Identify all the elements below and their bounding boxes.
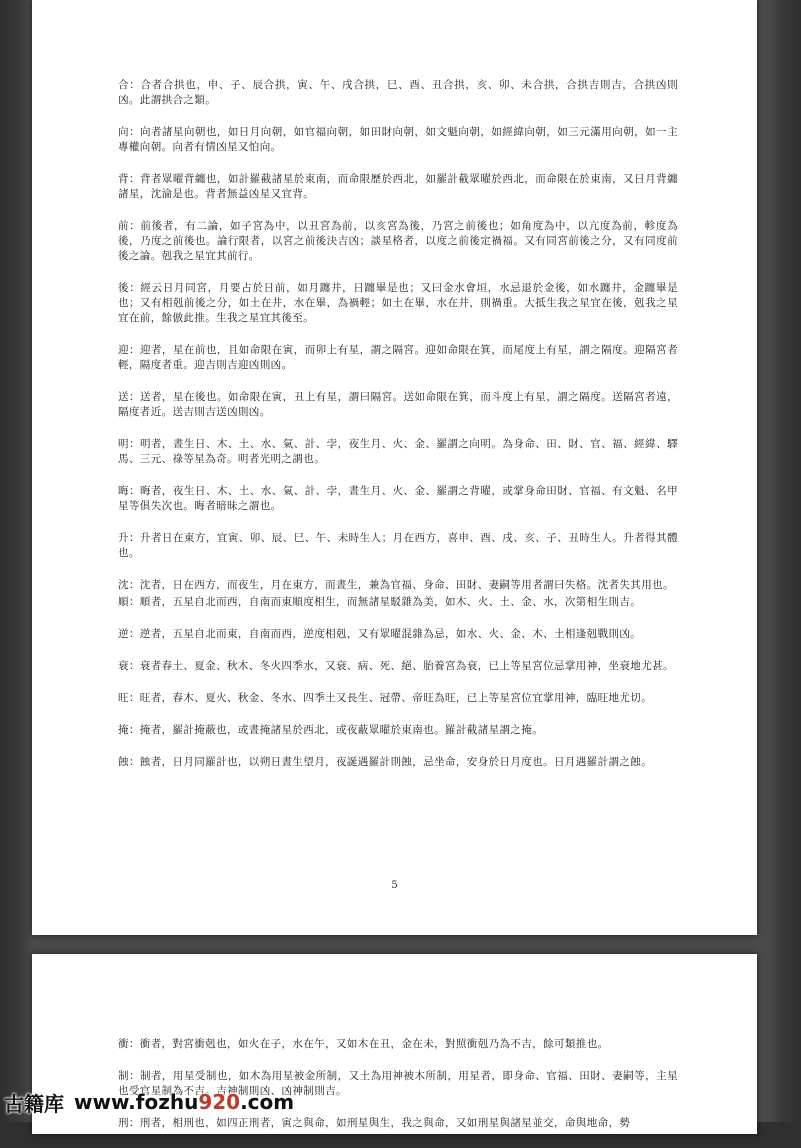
paragraph-xing: 刑：刑者，相刑也，如四正刑者，寅之與命，如刑星與生，我之與命，又如刑星與諸星並交，命與地命，勢: [118, 1117, 631, 1129]
paragraph-ying: 迎：迎者，星在前也，且如命限在寅，而卯上有星，謂之隔宮。迎如命限在箕，而尾度上有星，謂之隔度。迎隔宮者輕，隔度者重。迎吉則吉迎凶則凶。: [118, 344, 678, 371]
paragraph-hui: 晦：晦者，夜生日、木、土、水、氣、計、孛，晝生月、火、金、羅謂之背曜，或掌身命田財、官福、有文魁、名甲星等俱失次也。晦者暗昧之謂也。: [118, 485, 678, 512]
paragraph-song: 送：送者，星在後也。如命限在寅，丑上有星，謂曰隔宮。送如命限在箕，而斗度上有星，謂之隔度。送隔宮者遠，隔度者近。送吉則吉送凶則凶。: [118, 391, 678, 418]
paragraph-he: 合：合者合拱也，申、子、辰合拱，寅、午、戌合拱，巳、酉、丑合拱，亥、卯、未合拱，合拱吉則吉，合拱凶則凶。此謂拱合之類。: [118, 79, 678, 106]
paragraph-ni: 逆：逆者，五星自北而東，自南而西，逆度相剋，又有眾曜混雜為忌，如水、火、金、木、土相逢剋戰則凶。: [118, 628, 642, 640]
paragraph-qian: 前：前後者，有二論，如子宮為中，以丑宮為前，以亥宮為後，乃宮之前後也；如角度為中，以亢度為前，軫度為後，乃度之前後也。論行限者，以宮之前後決吉凶；談星格者，以度之前後定禍福。又有同宮前後之分，又有同度前後之論。剋我之星宜其前行。: [118, 220, 678, 262]
page-text-block: [118, 78, 678, 787]
page-number: 5: [391, 880, 398, 891]
paragraph-bei: 背：背者眾曜背纏也，如計羅截諸星於東南，而命限歷於西北，如羅計截眾曜於西北，而命限在於東南，又日月背纏諸星，沈淪是也。背者無益凶星又宜背。: [118, 173, 678, 200]
paragraph-chong: 衝：衝者，對宮衝剋也，如火在子，水在午，又如木在丑，金在未，對照衝剋乃為不吉，餘可類推也。: [118, 1038, 609, 1050]
paragraph-shuai: 衰：衰者春土、夏金、秋木、冬火四季水，又衰、病、死、絕、胎養宮為衰，已上等星宮位忌掌用神，坐衰地尤甚。: [118, 660, 674, 672]
site-watermark: [4, 1088, 294, 1116]
watermark-site-suffix: .com: [240, 1090, 295, 1114]
watermark-name: 古籍库: [4, 1091, 64, 1116]
paragraph-chen: 沈：沈者，日在西方，而夜生，月在東方，而晝生，兼為官福、身命、田財、妻嗣等用者謂曰失格。沈者失其用也。: [118, 579, 674, 591]
paragraph-yan: 掩：掩者，羅計掩蔽也，或晝掩諸星於西北，或夜蔽眾曜於東南也。羅計截諸星謂之掩。: [118, 724, 544, 736]
paragraph-ming: 明：明者，晝生日、木、土、水、氣、計、孛，夜生月、火、金、羅謂之向明。為身命、田、財、官、福、經緯、驛馬、三元、祿等星為奇。明者光明之謂也。: [118, 438, 678, 465]
paragraph-zhi: 制：制者，用星受制也，如木為用星被金所制，又土為用神被木所制，用星者，即身命、官福、田財、妻嗣等，主星也受官星制為不吉。吉神制則凶、凶神制則吉。: [118, 1070, 678, 1097]
watermark-site: [74, 1090, 294, 1114]
paragraph-shi: 蝕：蝕者，日月同羅計也，以朔日晝生望月，夜誕遇羅計則蝕，忌坐命，安身於日月度也。日月遇羅計謂之蝕。: [118, 756, 653, 768]
paragraph-hou: 後：經云日月同宮，月要占於日前，如月躔井，日躔畢是也；又曰金水會垣，水忌退於金後，如水躔井，金躔畢是也；又有相剋前後之分，如土在井，水在畢，為禍輕；如土在畢，水在井，則禍重。大抵生我之星宜在後，剋我之星宜在前，餘倣此推。生我之星宜其後至。: [118, 282, 678, 324]
document-page: [32, 0, 757, 935]
paragraph-xiang: 向：向者諸星向朝也，如日月向朝，如官福向朝，如田財向朝，如文魁向朝，如經緯向朝，如三元滿用向朝，如一主專權向朝。向者有情凶星又怕向。: [118, 126, 678, 153]
paragraph-sheng: 升：升者日在東方，宜寅、卯、辰、巳、午、未時生人；月在西方，喜申、酉、戌、亥、子、丑時生人。升者得其體也。: [118, 532, 678, 559]
watermark-site-prefix: www.fozhu: [74, 1090, 199, 1114]
paragraph-wang: 旺：旺者，春木、夏火、秋金、冬水、四季土又長生、冠帶、帝旺為旺，已上等星宮位宜掌用神，臨旺地尤切。: [118, 692, 653, 704]
watermark-site-digits: 920: [198, 1090, 241, 1114]
paragraph-shun: 順：順者，五星自北而西，自南而東順度相生，而無諸星駁雜為美，如木、火、土、金、水，次第相生則吉。: [118, 596, 642, 608]
